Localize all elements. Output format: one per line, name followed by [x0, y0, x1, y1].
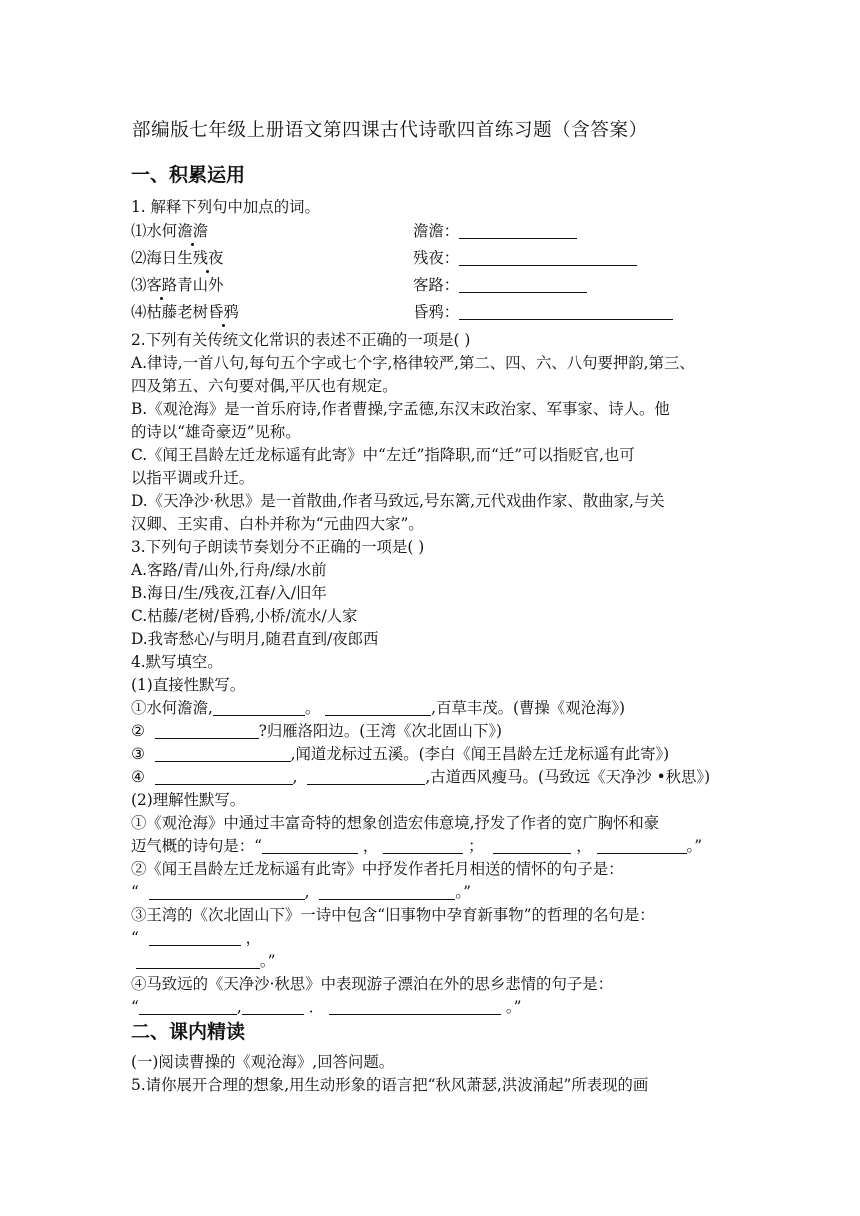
section-heading-accumulation: 一、积累运用 — [131, 164, 246, 186]
definition-blank: 昏鸦： — [413, 302, 673, 322]
answer-blank[interactable] — [459, 303, 673, 320]
answer-blank[interactable] — [319, 883, 455, 900]
question-2-option-a-line-1: A.律诗,一首八句,每句五个字或七个字,格律较严,第二、四、六、八句要押韵,第三、 — [131, 354, 695, 372]
question-3-option-c: C.枯藤/老树/昏鸦,小桥/流水/人家 — [131, 607, 358, 625]
understanding-1-line-1: ①《观沧海》中通过丰富奇特的想象创造宏伟意境,抒发了作者的宽广胸怀和豪 — [131, 814, 660, 832]
answer-blank[interactable] — [597, 837, 687, 854]
understanding-3-line-3: 。” — [131, 951, 275, 971]
dotted-word: 残夜 — [192, 249, 224, 267]
definition-blank: 澹澹： — [413, 221, 577, 241]
question-2-option-c-line-1: C.《闻王昌龄左迁龙标遥有此寄》中“左迁”指降职,而“迁”可以指贬官,也可 — [131, 446, 635, 464]
answer-blank[interactable] — [307, 768, 425, 785]
answer-blank[interactable] — [139, 998, 237, 1015]
answer-blank[interactable] — [155, 722, 259, 739]
dotted-word: 昏鸦 — [207, 303, 239, 321]
question-1-item-4: ⑷枯藤老树昏鸦 昏鸦： — [131, 302, 239, 322]
question-3-option-a: A.客路/青/山外,行舟/绿/水前 — [131, 561, 327, 579]
reading-intro: (一)阅读曹操的《观沧海》,回答问题。 — [131, 1053, 395, 1071]
recite-line-2: ② ?归雁洛阳边。(王湾《次北固山下》) — [131, 722, 503, 740]
definition-blank: 客路： — [413, 275, 587, 295]
answer-blank[interactable] — [149, 929, 241, 946]
understanding-4-line-1: ④马致远的《天净沙·秋思》中表现游子漂泊在外的思乡悲情的句子是： — [131, 975, 614, 993]
definition-blank: 残夜： — [413, 248, 637, 268]
answer-blank[interactable] — [136, 952, 260, 969]
understanding-2-line-2: “ , 。” — [131, 883, 471, 901]
document-title: 部编版七年级上册语文第四课古代诗歌四首练习题（含答案） — [132, 120, 648, 141]
item-number: ⑴ — [131, 222, 147, 240]
question-3-option-b: B.海日/生/残夜,江春/入/旧年 — [131, 584, 327, 602]
question-2-option-b-line-1: B.《观沧海》是一首乐府诗,作者曹操,字孟德,东汉末政治家、军事家、诗人。他 — [131, 400, 670, 418]
understanding-1-line-2: 迈气概的诗句是：“ ， ； ， 。” — [131, 837, 703, 855]
answer-blank[interactable] — [213, 699, 305, 716]
answer-blank[interactable] — [242, 998, 304, 1015]
recite-line-3: ③ ,闻道龙标过五溪。(李白《闻王昌龄左迁龙标遥有此寄》) — [131, 745, 670, 763]
answer-blank[interactable] — [459, 222, 577, 239]
question-2-option-c-line-2: 以指平调或升迁。 — [131, 469, 255, 487]
answer-blank[interactable] — [262, 837, 358, 854]
answer-blank[interactable] — [459, 276, 587, 293]
answer-blank[interactable] — [149, 883, 305, 900]
question-2-option-d-line-1: D.《天净沙·秋思》是一首散曲,作者马致远,号东篱,元代戏曲作家、散曲家,与关 — [131, 492, 665, 510]
understanding-2-line-1: ②《闻王昌龄左迁龙标遥有此寄》中抒发作者托月相送的情怀的句子是： — [131, 860, 624, 878]
recite-line-1: ①水何澹澹, 。 ,百草丰茂。(曹操《观沧海》) — [131, 699, 626, 717]
question-5-stem: 5.请你展开合理的想象,用生动形象的语言把“秋风萧瑟,洪波涌起”所表现的画 — [131, 1076, 649, 1094]
answer-blank[interactable] — [493, 837, 571, 854]
question-4-part-2-heading: (2)理解性默写。 — [131, 791, 246, 809]
dotted-word: 客路 — [146, 276, 178, 294]
question-3-stem: 3.下列句子朗读节奏划分不正确的一项是( ) — [131, 538, 425, 556]
question-1-stem: 1. 解释下列句中加点的词。 — [131, 198, 320, 216]
answer-blank[interactable] — [155, 745, 291, 762]
understanding-3-line-2: “ ， — [131, 929, 261, 947]
understanding-4-line-2: “ , ． 。” — [131, 998, 522, 1016]
answer-blank[interactable] — [325, 699, 431, 716]
question-2-stem: 2.下列有关传统文化常识的表述不正确的一项是( ) — [131, 331, 471, 349]
dotted-word: 澹澹 — [177, 222, 208, 240]
question-2-option-b-line-2: 的诗以“雄奇豪迈”见称。 — [131, 423, 301, 441]
item-number: ⑵ — [131, 249, 147, 267]
question-3-option-d: D.我寄愁心/与明月,随君直到/夜郎西 — [131, 630, 379, 648]
answer-blank[interactable] — [459, 249, 637, 266]
recite-line-4: ④ , ,古道西风瘦马。(马致远《天净沙 •秋思》) — [131, 768, 711, 786]
answer-blank[interactable] — [155, 768, 293, 785]
question-2-option-d-line-2: 汉卿、王实甫、白朴并称为“元曲四大家”。 — [131, 515, 424, 533]
section-heading-close-reading: 二、课内精读 — [131, 1021, 246, 1043]
question-1-item-2: ⑵海日生残夜 残夜： — [131, 248, 223, 268]
answer-blank[interactable] — [383, 837, 463, 854]
question-1-item-3: ⑶客路青山外 客路： — [131, 275, 223, 295]
item-number: ⑶ — [131, 276, 147, 294]
item-number: ⑷ — [131, 303, 147, 321]
understanding-3-line-1: ③王湾的《次北固山下》一诗中包含“旧事物中孕育新事物”的哲理的名句是： — [131, 906, 655, 924]
question-4-part-1-heading: (1)直接性默写。 — [131, 676, 246, 694]
question-2-option-a-line-2: 四及第五、六句要对偶,平仄也有规定。 — [131, 377, 398, 395]
answer-blank[interactable] — [329, 998, 501, 1015]
question-1-item-1: ⑴水何澹澹 澹澹： — [131, 221, 208, 241]
question-4-stem: 4.默写填空。 — [131, 653, 223, 671]
